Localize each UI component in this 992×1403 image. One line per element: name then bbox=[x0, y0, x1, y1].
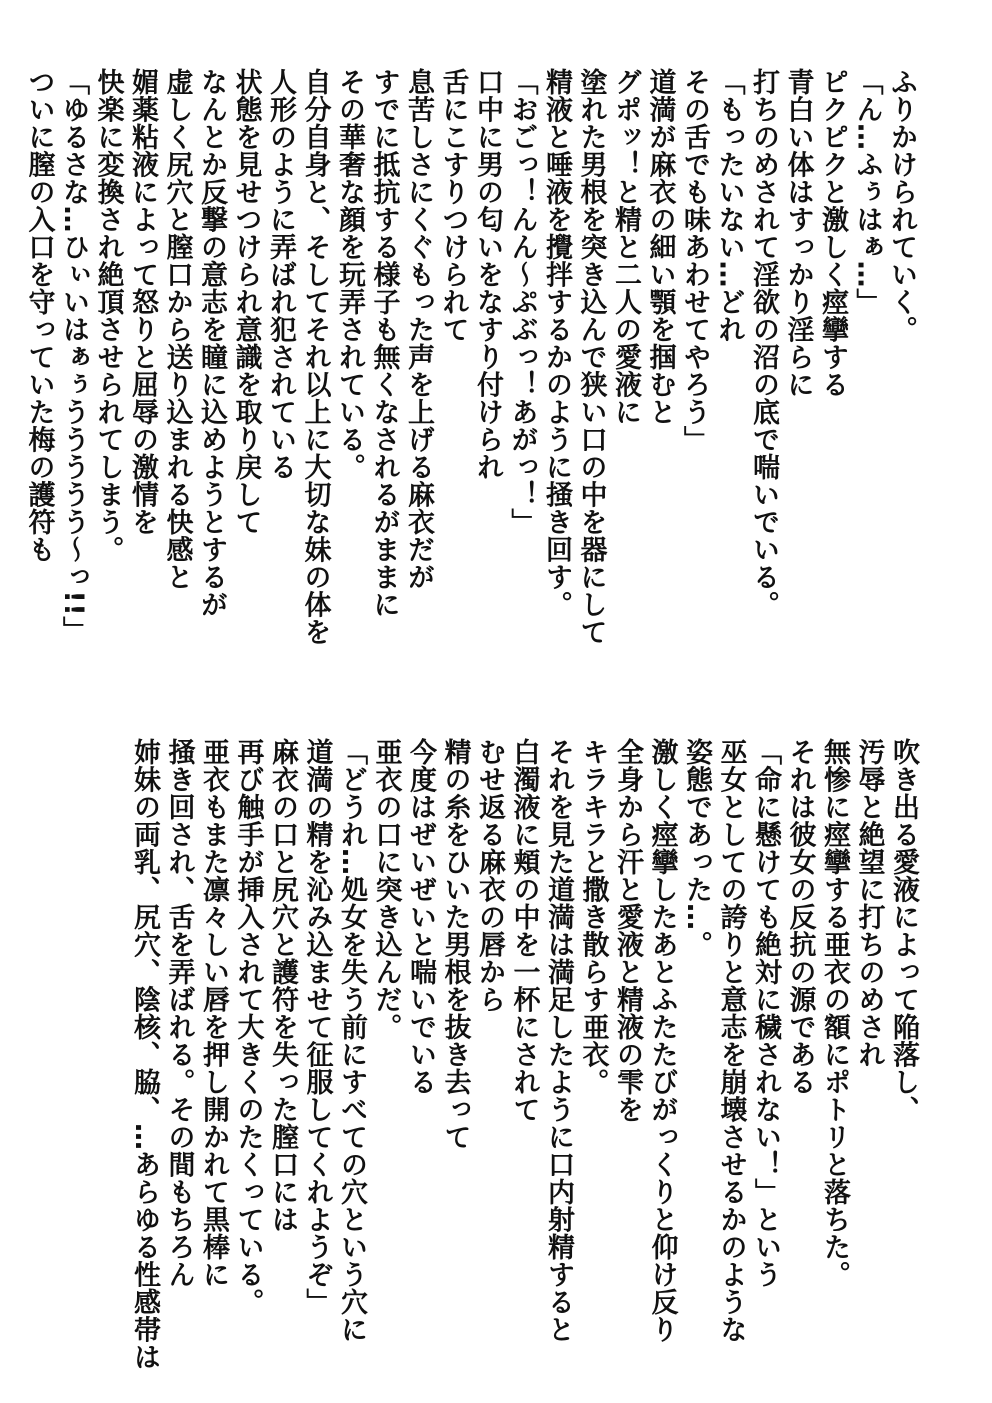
text-line: 快楽に変換され絶頂させられてしまう。 bbox=[92, 68, 124, 563]
text-line: その華奢な顔を玩弄されている。 bbox=[334, 68, 365, 481]
text-line: 状態を見せつけられ意識を取り戻して bbox=[230, 68, 262, 536]
text-line: その舌でも味あわせてやろう」 bbox=[679, 68, 710, 453]
text-line: 道満の精を沁み込ませて征服してくれようぞ」 bbox=[301, 738, 333, 1316]
text-line: ふりかけられていく。 bbox=[886, 68, 917, 343]
text-line: 汚辱と絶望に打ちのめされ bbox=[853, 738, 885, 1068]
text-line: 白濁液に頬の中を一杯にされて bbox=[508, 738, 540, 1123]
text-line: 息苦しさにくぐもった声を上げる麻衣だが bbox=[403, 68, 434, 591]
text-line: 麻衣の口と尻穴と護符を失った膣口には bbox=[267, 738, 298, 1233]
text-line: 道満が麻衣の細い顎を掴むと bbox=[644, 68, 676, 426]
text-line: 虚しく尻穴と膣口から送り込まれる快感と bbox=[161, 68, 193, 591]
text-line: 亜衣もまた凛々しい唇を押し開かれて黒棒に bbox=[198, 738, 229, 1288]
text-line: 巫女としての誇りと意志を崩壊させるかのような bbox=[715, 738, 747, 1343]
text-line: それを見た道満は満足したように口内射精すると bbox=[543, 738, 574, 1343]
text-line: 姉妹の両乳、尻穴、陰核、脇、…あらゆる性感帯は bbox=[129, 738, 160, 1371]
text-line: 「ん…ふぅはぁ…」 bbox=[851, 68, 883, 316]
text-line: 塗れた男根を突き込んで狭い口の中を器にして bbox=[575, 68, 607, 646]
text-line: 人形のように弄ばれ犯されている bbox=[265, 68, 296, 481]
text-line: キラキラと撒き散らす亜衣。 bbox=[577, 738, 609, 1096]
text-line: 無惨に痙攣する亜衣の額にポトリと落ちた。 bbox=[819, 738, 850, 1288]
text-line: なんとか反撃の意志を瞳に込めようとするが bbox=[196, 68, 227, 618]
text-line: 再び触手が挿入されて大きくのたくっている。 bbox=[232, 738, 264, 1316]
text-line: グポッ！と精と二人の愛液に bbox=[610, 68, 641, 426]
top-text-block bbox=[21, 68, 918, 646]
text-line: 激しく痙攣したあとふたたびがっくりと仰け反り bbox=[646, 738, 678, 1343]
text-line: 媚薬粘液によって怒りと屈辱の激情を bbox=[127, 68, 158, 536]
text-line: 自分自身と、そしてそれ以上に大切な妹の体を bbox=[299, 68, 331, 646]
text-line: 打ちのめされて淫欲の沼の底で喘いでいる。 bbox=[748, 68, 779, 618]
text-line: 全身から汗と愛液と精液の雫を bbox=[612, 738, 643, 1123]
text-line: 亜衣の口に突き込んだ。 bbox=[370, 738, 402, 1041]
text-line: 姿態であった…。 bbox=[681, 738, 712, 958]
text-line: 「どうれ…処女を失う前にすべての穴という穴に bbox=[336, 738, 367, 1343]
bottom-text-block bbox=[127, 738, 921, 1371]
text-line: 「もったいない…どれ bbox=[713, 68, 745, 343]
text-line: 「おごっ！んん〜ぷぶっ！あがっ！」 bbox=[506, 68, 538, 536]
text-line: 「命に懸けても絶対に穢されない！」という bbox=[750, 738, 781, 1288]
text-line: 「ゆるさな…ひぃいはぁぅううううう〜っ!!」 bbox=[58, 68, 89, 644]
text-line: 青白い体はすっかり淫らに bbox=[782, 68, 814, 398]
text-line: 口中に男の匂いをなすり付けられ bbox=[472, 68, 503, 481]
text-line: ついに膣の入口を守っていた梅の護符も bbox=[23, 68, 55, 563]
text-line: 舌にこすりつけられて bbox=[437, 68, 469, 343]
text-line: 精の糸をひいた男根を抜き去って bbox=[439, 738, 471, 1151]
text-line: ピクピクと激しく痙攣する bbox=[817, 68, 848, 398]
text-line: 精液と唾液を攪拌するかのように掻き回す。 bbox=[541, 68, 572, 618]
text-line: 吹き出る愛液によって陥落し、 bbox=[888, 738, 919, 1123]
text-line: すでに抵抗する様子も無くなされるがままに bbox=[368, 68, 400, 618]
text-line: それは彼女の反抗の源である bbox=[784, 738, 816, 1096]
text-line: むせ返る麻衣の唇から bbox=[474, 738, 505, 1013]
text-line: 今度はぜいぜいと喘いでいる bbox=[405, 738, 436, 1096]
text-line: 掻き回され、舌を弄ばれる。その間もちろん bbox=[163, 738, 195, 1288]
